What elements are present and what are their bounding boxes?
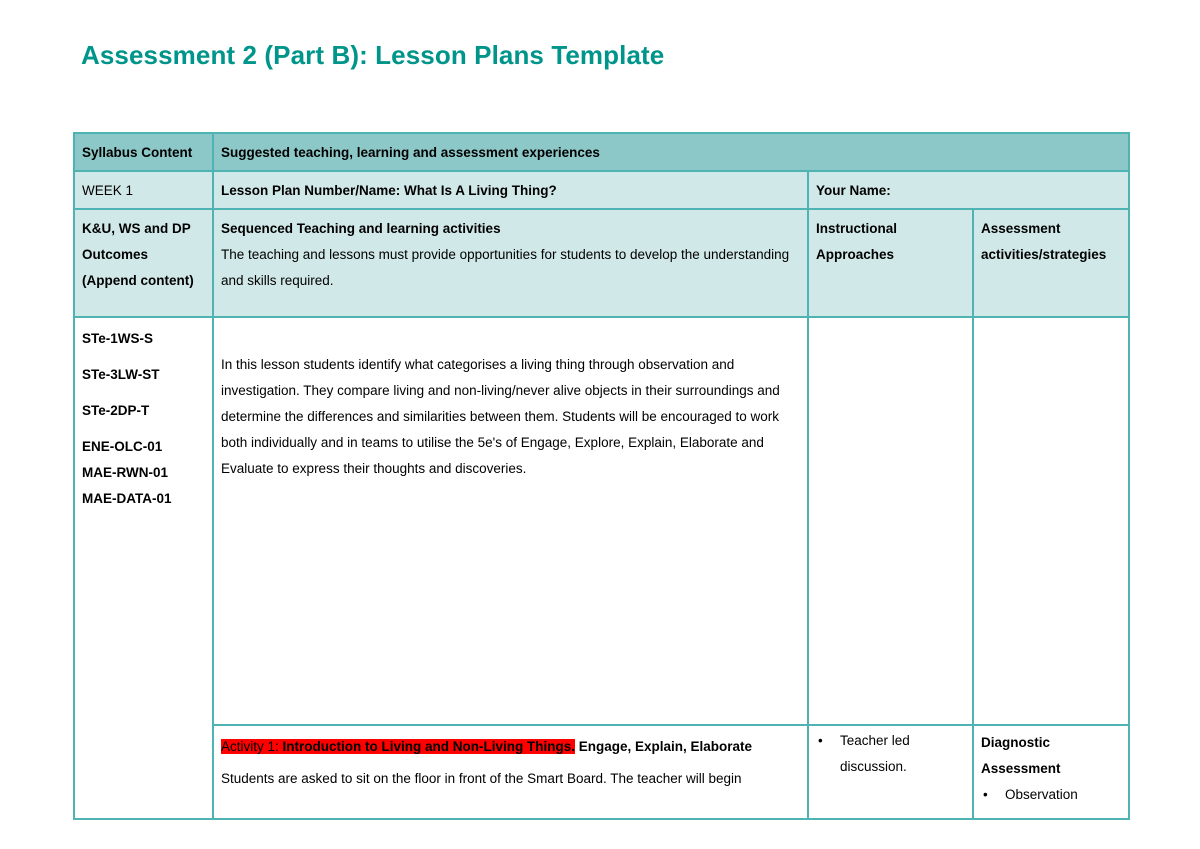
activity-1-heading xyxy=(221,734,801,760)
activity-1-row xyxy=(74,725,1129,819)
outcomes-list xyxy=(74,317,213,819)
outcomes-label: K&U, WS and DP Outcomes (Append content) xyxy=(74,209,213,317)
week-text: WEEK 1 xyxy=(82,183,134,198)
instructional-list xyxy=(816,728,966,780)
columns-row xyxy=(74,209,1129,317)
syllabus-content-header: Syllabus Content xyxy=(74,133,213,171)
activity-1-cell xyxy=(213,725,808,819)
overview-row xyxy=(74,317,1129,725)
assessment-title: Diagnostic Assessment xyxy=(981,735,1061,776)
sequenced-title: Sequenced Teaching and learning activities xyxy=(221,221,501,236)
outcome-item: STe-1WS-S xyxy=(82,331,154,346)
lesson-plan-table xyxy=(73,132,1130,820)
activity-1-instructional xyxy=(808,725,973,819)
outcome-item: STe-3LW-ST xyxy=(82,367,160,382)
suggested-experiences-header: Suggested teaching, learning and assessment experiences xyxy=(213,133,1129,171)
activity-1-text: Students are asked to sit on the floor in front of the Smart Board. The teacher will begin xyxy=(221,771,742,786)
activity-1-name: Introduction to Living and Non-Living Things. xyxy=(282,739,575,754)
assessment-item: • Observation xyxy=(1005,782,1122,808)
week-label xyxy=(74,171,213,209)
your-name-field[interactable]: Your Name: xyxy=(808,171,1129,209)
assessment-list xyxy=(981,782,1122,808)
activity-1-label: Activity 1: xyxy=(221,739,283,754)
lesson-plan-name: Lesson Plan Number/Name: What Is A Living Thing? xyxy=(213,171,808,209)
week-row xyxy=(74,171,1129,209)
lesson-overview: In this lesson students identify what categorises a living thing through observation and investigation. They compare living and non-living/never alive objects in their surroundings and determine the differences and similarities between them. Students will be encouraged to work both individually and in teams to utilise the 5e's of Engage, Explore, Explain, Elaborate and Evaluate to express their thoughts and discoveries. xyxy=(213,317,808,725)
sequenced-description: The teaching and lessons must provide opportunities for students to develop the understanding and skills required. xyxy=(221,247,790,288)
outcome-item: ENE-OLC-01 xyxy=(82,439,163,454)
table-header-row xyxy=(74,133,1129,171)
activity-1-phases: Engage, Explain, Elaborate xyxy=(574,739,753,754)
instructional-approaches-header: Instructional Approaches xyxy=(808,209,973,317)
outcome-item: STe-2DP-T xyxy=(82,403,150,418)
document-title: Assessment 2 (Part B): Lesson Plans Template xyxy=(81,40,665,70)
assessment-strategies-header: Assessment activities/strategies xyxy=(973,209,1129,317)
activity-1-assessment xyxy=(973,725,1129,819)
overview-assessment-cell xyxy=(973,317,1129,725)
instructional-item: • Teacher led discussion. xyxy=(840,728,966,780)
outcome-item: MAE-RWN-01 xyxy=(82,465,169,480)
sequenced-activities-header xyxy=(213,209,808,317)
overview-instructional-cell xyxy=(808,317,973,725)
outcome-item: MAE-DATA-01 xyxy=(82,491,172,506)
